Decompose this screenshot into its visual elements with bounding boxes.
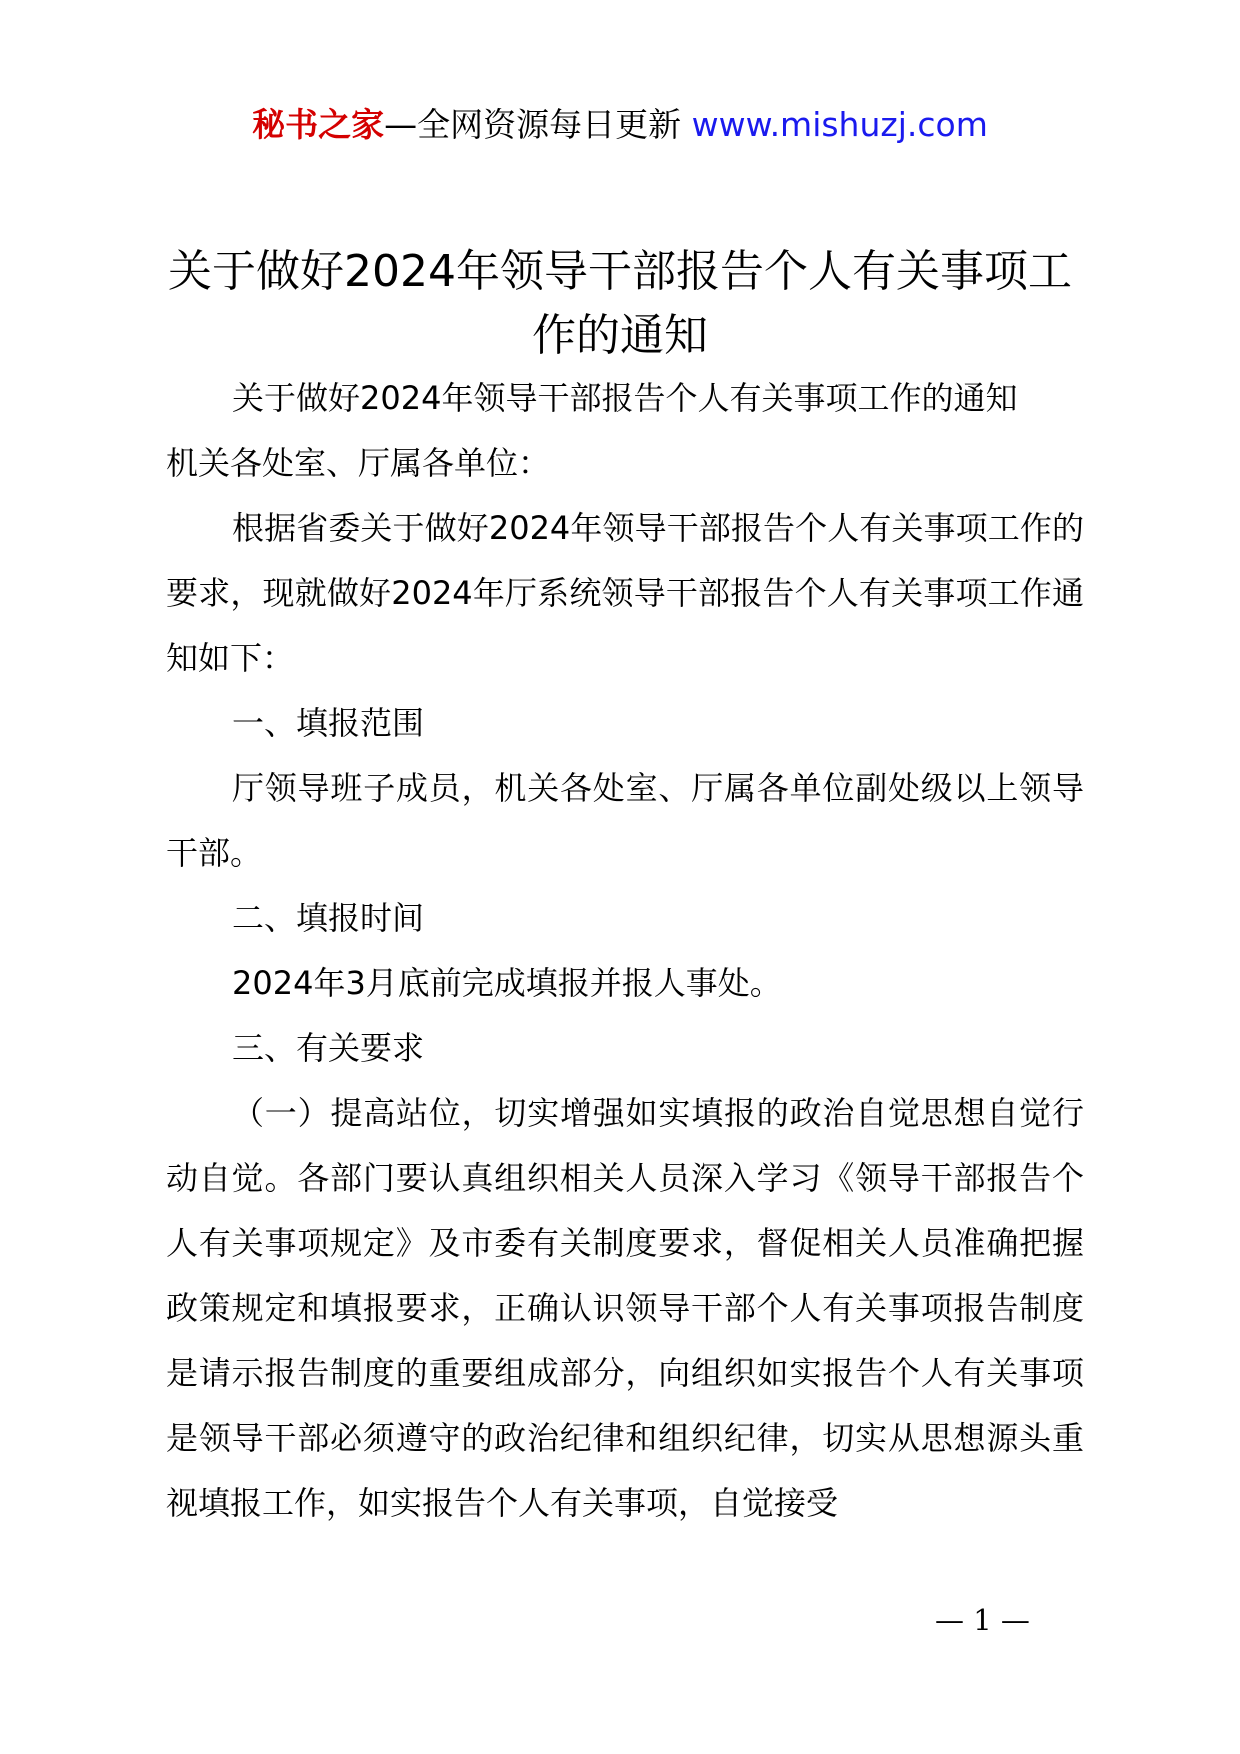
- section-heading-time: 二、填报时间: [232, 899, 425, 937]
- paragraph-requirements: （一）提高站位，切实增强如实填报的政治自觉思想自觉行动自觉。各部门要认真组织相关人员深入学习《领导干部报告个人有关事项规定》及市委有关制度要求，督促相关人员准确把握政策规定和填报要求，正确认识领导干部个人有关事项报告制度是请示报告制度的重要组成部分，向组织如实报告个人有关事项是领导干部必须遵守的政治纪律和组织纪律，切实从思想源头重视填报工作，如实报告个人有关事项，自觉接受: [166, 1094, 1084, 1522]
- paragraph-purpose: 根据省委关于做好2024年领导干部报告个人有关事项工作的要求，现就做好2024年厅系统领导干部报告个人有关事项工作通知如下：: [166, 509, 1084, 677]
- paragraph-scope: 厅领导班子成员，机关各处室、厅属各单位副处级以上领导干部。: [166, 769, 1084, 872]
- page-number: — 1 —: [935, 1603, 1030, 1637]
- section-heading-requirements: 三、有关要求: [232, 1029, 425, 1067]
- section-heading-scope: 一、填报范围: [232, 704, 425, 742]
- paragraph-time: 2024年3月底前完成填报并报人事处。: [232, 964, 782, 1002]
- site-banner: [0, 100, 1240, 150]
- document-body: [166, 366, 1084, 1536]
- brand-name: 秘书之家: [252, 105, 385, 144]
- intro-line: 关于做好2024年领导干部报告个人有关事项工作的通知: [232, 379, 1018, 417]
- site-url-link[interactable]: www.mishuzj.com: [691, 105, 988, 144]
- banner-slogan: —全网资源每日更新: [384, 105, 682, 144]
- addressee: 机关各处室、厅属各单位：: [166, 444, 551, 482]
- document-title: 关于做好2024年领导干部报告个人有关事项工作的通知: [168, 246, 1072, 361]
